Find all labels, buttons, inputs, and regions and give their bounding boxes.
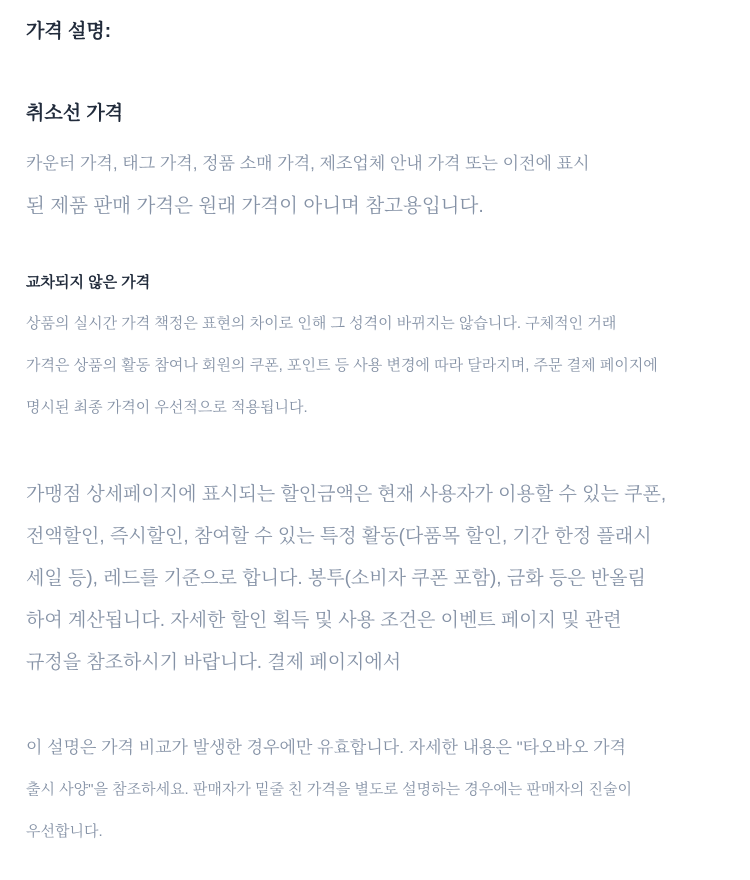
strikethrough-price-paragraph — [26, 143, 728, 227]
uncrossed-price-heading: 교차되지 않은 가격 — [26, 274, 151, 291]
strikethrough-price-line-2: 된 제품 판매 가격은 원래 가격이 아니며 참고용입니다. — [26, 195, 484, 217]
uncrossed-price-line-3: 명시된 최종 가격이 우선적으로 적용됩니다. — [26, 399, 308, 416]
uncrossed-price-line-2: 가격은 상품의 활동 참여나 회원의 쿠폰, 포인트 등 사용 변경에 따라 달라지며, 주문 결제 페이지에 — [26, 357, 658, 374]
discount-info-line-3: 세일 등), 레드를 기준으로 합니다. 봉투(소비자 쿠폰 포함), 금화 등은 반올림 — [26, 568, 646, 589]
discount-info-line-2: 전액할인, 즉시할인, 참여할 수 있는 특정 활동(다품목 할인, 기간 한정 플래시 — [26, 526, 652, 547]
page-title: 가격 설명: — [26, 21, 112, 42]
validity-note-paragraph — [26, 727, 728, 853]
discount-info-line-4: 하여 계산됩니다. 자세한 할인 획득 및 사용 조건은 이벤트 페이지 및 관련 — [26, 610, 622, 631]
strikethrough-price-line-1: 카운터 가격, 태그 가격, 정품 소매 가격, 제조업체 안내 가격 또는 이전에 표시 — [26, 154, 590, 173]
discount-info-line-1: 가맹점 상세페이지에 표시되는 할인금액은 현재 사용자가 이용할 수 있는 쿠폰, — [26, 484, 667, 505]
uncrossed-price-paragraph — [26, 303, 728, 429]
validity-note-line-2: 출시 사양"을 참조하세요. 판매자가 밑줄 친 가격을 별도로 설명하는 경우에는 판매자의 진술이 — [26, 781, 632, 798]
strikethrough-price-heading: 취소선 가격 — [26, 103, 124, 124]
uncrossed-price-line-1: 상품의 실시간 가격 책정은 표현의 차이로 인해 그 성격이 바뀌지는 않습니다. 구체적인 거래 — [26, 315, 617, 332]
discount-info-paragraph — [26, 474, 728, 684]
discount-info-line-5: 규정을 참조하시기 바랍니다. 결제 페이지에서 — [26, 652, 402, 673]
validity-note-line-3: 우선합니다. — [26, 823, 103, 840]
validity-note-line-1: 이 설명은 가격 비교가 발생한 경우에만 유효합니다. 자세한 내용은 "타오바오 가격 — [26, 738, 626, 757]
